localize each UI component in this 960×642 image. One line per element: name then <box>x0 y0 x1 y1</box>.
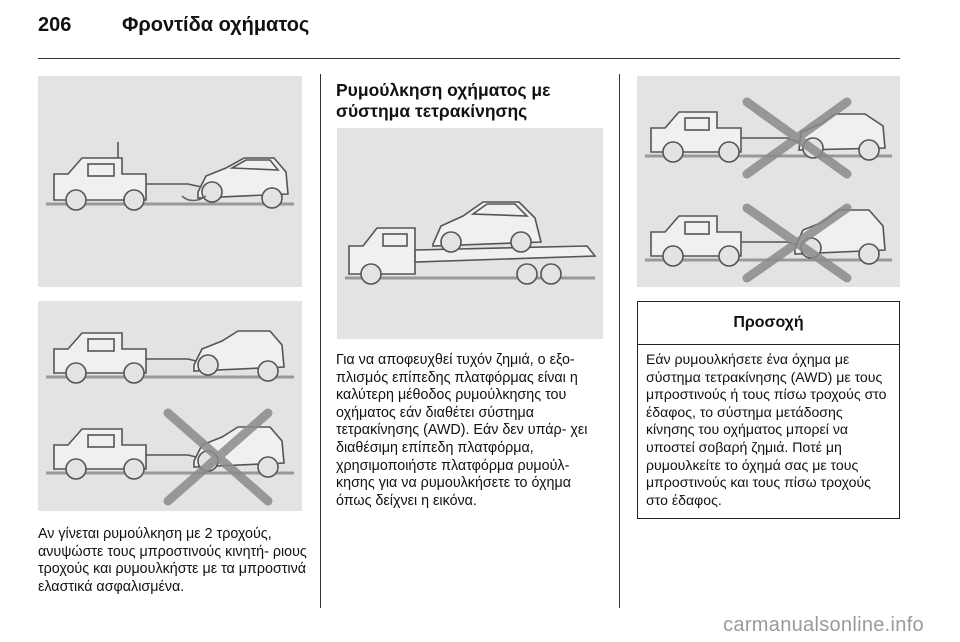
tow-truck-front-lift-illustration <box>38 76 302 287</box>
caution-box <box>637 301 900 519</box>
tow-truck-front-lift-crossed-illustration <box>38 301 302 511</box>
column-divider-right <box>619 74 620 608</box>
header-divider <box>38 58 900 59</box>
left-column-paragraph: Αν γίνεται ρυμούλκηση με 2 τροχούς, ανυψώστε τους μπροστινούς κινητή- ριους τροχούς και ρυμουλκήστε με τα μπροστινά ελαστικά ασφαλισμένα. <box>38 526 307 595</box>
caution-title: Προσοχή <box>638 302 899 345</box>
page-number: 206 <box>38 14 72 36</box>
tow-truck-two-wheel-crossed-illustration <box>637 76 900 287</box>
figure-front-lift-wrong <box>38 301 302 511</box>
column-divider-left <box>320 74 321 608</box>
section-heading: Ρυμούλκηση οχήματος με σύστημα τετρακίνησης <box>336 80 551 121</box>
figure-flatbed-tow <box>337 128 603 339</box>
middle-column-paragraph: Για να αποφευχθεί τυχόν ζημιά, ο εξο- πλισμός επίπεδης πλατφόρμας είναι η καλύτερη μέθοδος ρυμούλκησης του οχήματος εάν διαθέτει σύστημα τετρακίνησης (AWD). Εάν δεν υπάρ- χει διαθέσιμη επίπεδη πλατφόρμα, χρησιμοποιήστε πλατφόρμα ρυμούλ- κησης για να ρυμουλκήσετε το όχημα όπως δείχνει η εικόνα. <box>336 352 588 509</box>
figure-front-lift-tow <box>38 76 302 287</box>
flatbed-truck-illustration <box>337 128 603 339</box>
caution-body: Εάν ρυμουλκήσετε ένα όχημα με σύστημα τετρακίνησης (AWD) με τους μπροστινούς ή τους πίσω τροχούς στο έδαφος, το σύστημα μετάδοσης κίνησης του οχήματος μπορεί να υποστεί σοβαρή ζημιά. Ποτέ μη ρυμουλκείτε το όχημά σας με τους μπροστινούς και τους πίσω τροχούς στο έδαφος. <box>646 351 887 508</box>
figure-two-wheel-wrong <box>637 76 900 287</box>
watermark: carmanualsonline.info <box>723 614 924 636</box>
page-title: Φροντίδα οχήματος <box>122 14 310 36</box>
